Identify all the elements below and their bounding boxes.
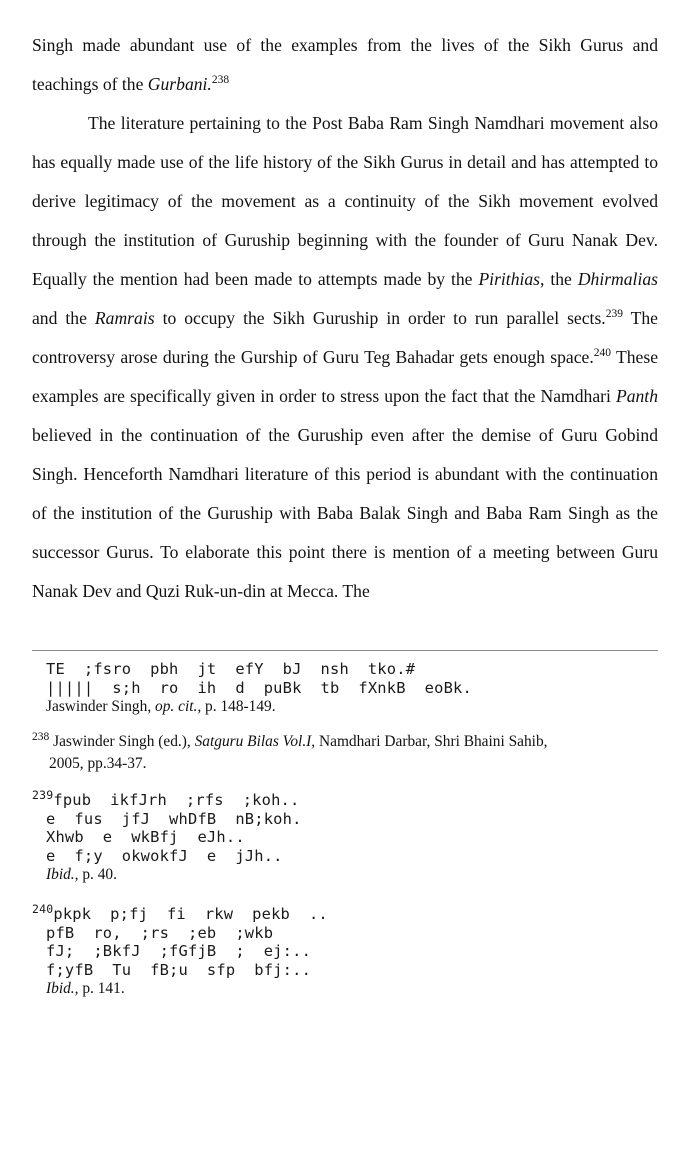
citation-pages: p. 40. <box>78 866 117 883</box>
gurmukhi-line: pfB ro, ;rs ;eb ;wkb <box>46 923 274 942</box>
gurmukhi-line: e fus jfJ whDfB nB;koh. <box>46 809 302 828</box>
footnote-238-text-1: Jaswinder Singh (ed.), <box>53 733 195 750</box>
paragraph-continuation <box>32 26 658 104</box>
footnote-ref-239: 239 <box>605 308 623 321</box>
italic-pirithias: Pirithias <box>478 269 541 289</box>
footnote-240 <box>32 901 672 999</box>
gurmukhi-line: ||||| s;h ro ih d puBk tb fXnkB eoBk. <box>46 678 472 697</box>
footnote-citation <box>32 697 672 717</box>
citation-ibid: Ibid., <box>46 866 79 883</box>
paragraph-2-seg-5: The controversy arose during the Gurship of Guru Teg Bahadar gets enough space. <box>32 308 658 367</box>
paragraph-2-seg-4: to occupy the Sikh Guruship in order to run parallel sects. <box>154 308 606 328</box>
footnote-240-citation <box>32 979 672 999</box>
footnote-238-text-2: Namdhari Darbar, Shri Bhaini Sahib, <box>315 733 548 750</box>
gurmukhi-line: fpub ikfJrh ;rfs ;koh.. <box>53 791 300 809</box>
citation-pages: p. 148-149. <box>201 698 276 715</box>
paragraph-2-seg-3: and the <box>32 308 95 328</box>
paragraph-2-seg-7: believed in the continuation of the Guruship even after the demise of Guru Gobind Singh. Henceforth Namdhari literature of this period is abundant with the continuation of the institution of the Guruship with Baba Balak Singh and Baba Ram Singh as the successor Gurus. To elaborate this point there is mention of a meeting between Guru Nanak Dev and Quzi Ruk-un-din at Mecca. The <box>32 425 658 601</box>
gurmukhi-line: TE ;fsro pbh jt efY bJ nsh tko.# <box>46 660 416 678</box>
paragraph-2-seg-6: These examples are specifically given in order to stress upon the fact that the Namdhari <box>32 347 659 406</box>
footnote-240-line-1 <box>32 901 672 924</box>
footnote-238-marker: 238 <box>32 730 50 743</box>
footnote-239 <box>32 787 672 885</box>
italic-ramrais: Ramrais <box>94 308 155 328</box>
citation-ibid: Ibid., <box>46 980 79 997</box>
footnote-separator-rule <box>32 650 658 651</box>
footnote-region <box>32 660 672 1013</box>
paragraph-2-seg-1: The literature pertaining to the Post Baba Ram Singh Namdhari movement also has equally made use of the life history of the Sikh Gurus in detail and has attempted to derive legitimacy of the movement as a continuity of the Sikh movement evolved through the institution of Guruship beginning with the founder of Guru Nanak Dev. Equally the mention had been made to attempts made by the <box>32 113 658 289</box>
footnote-238-title: Satguru Bilas Vol.I, <box>194 733 316 750</box>
footnote-ref-240: 240 <box>593 347 611 360</box>
footnote-240-marker: 240 <box>32 901 54 916</box>
citation-pages: p. 141. <box>78 980 125 997</box>
footnote-239-line-1 <box>32 787 672 810</box>
italic-panth: Panth <box>615 386 658 406</box>
footnote-continued <box>32 660 672 717</box>
paragraph-2 <box>32 104 658 611</box>
body-text-region <box>32 26 658 611</box>
footnote-238-line-2: 2005, pp.34-37. <box>49 755 147 772</box>
gurmukhi-line: f;yfB Tu fB;u sfp bfj:.. <box>46 960 312 979</box>
paragraph-2-seg-2: , the <box>540 269 578 289</box>
gurmukhi-line: pkpk p;fj fi rkw pekb .. <box>53 905 328 923</box>
footnote-239-marker: 239 <box>32 787 54 802</box>
citation-opcit: op. cit., <box>155 698 202 715</box>
footnote-238 <box>32 731 672 775</box>
citation-author: Jaswinder Singh, <box>46 698 152 715</box>
footnote-239-citation <box>32 865 672 885</box>
italic-gurbani: Gurbani. <box>147 74 212 94</box>
footnote-238-line-1 <box>32 731 672 753</box>
gurmukhi-line: e f;y okwokfJ e jJh.. <box>46 846 283 865</box>
gurmukhi-line: Xhwb e wkBfj eJh.. <box>46 828 245 846</box>
gurmukhi-line: fJ; ;BkfJ ;fGfjB ; ej:.. <box>46 942 312 960</box>
footnote-ref-238: 238 <box>211 74 230 87</box>
italic-dhirmalias: Dhirmalias <box>577 269 658 289</box>
paragraph-1-text: Singh made abundant use of the examples from the lives of the Sikh Gurus and teachings of the <box>32 35 658 94</box>
